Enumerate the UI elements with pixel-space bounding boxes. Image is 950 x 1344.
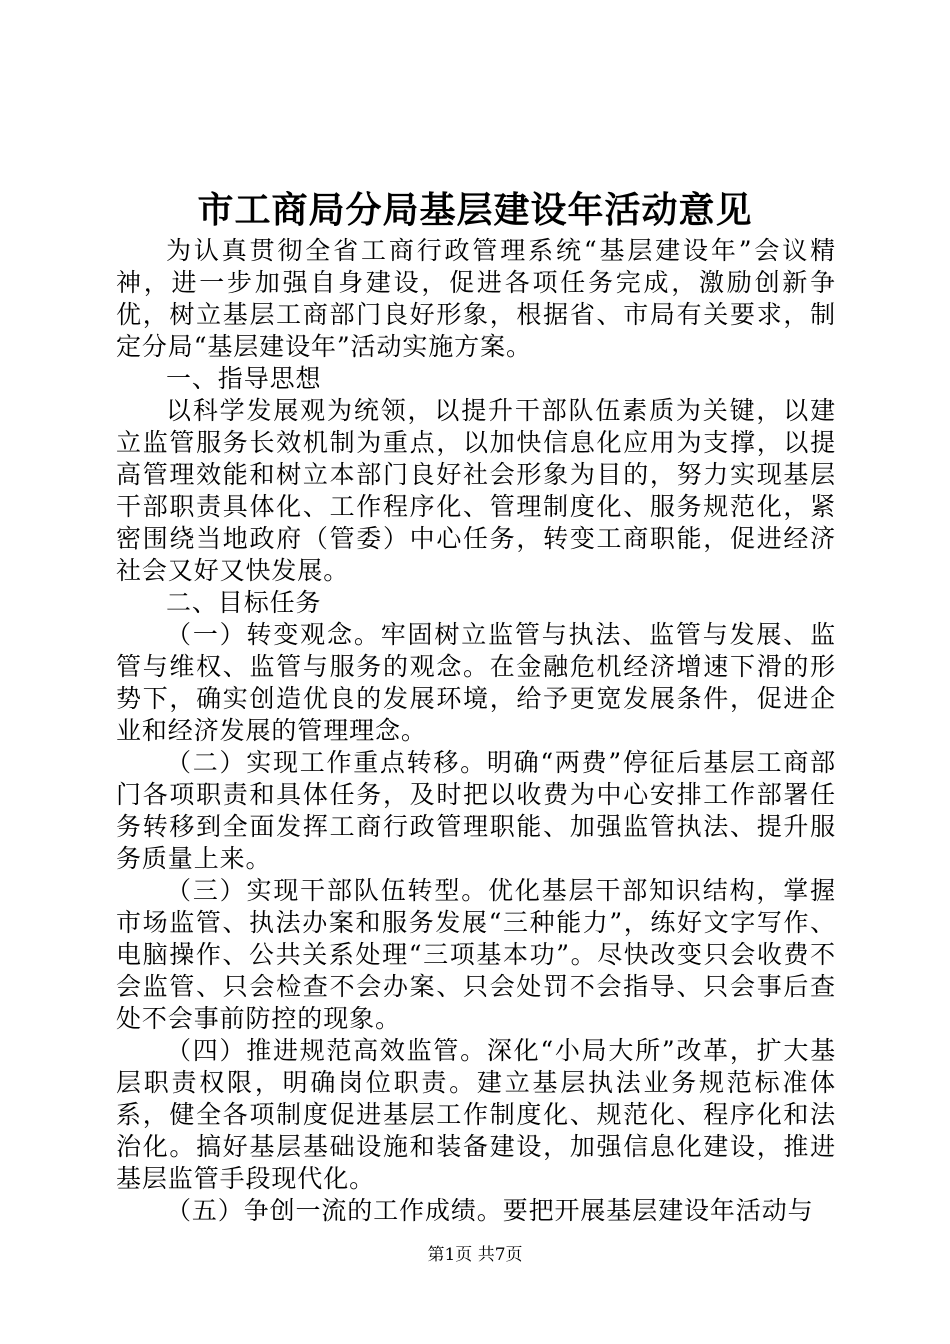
intro-paragraph: 为认真贯彻全省工商行政管理系统“基层建设年”会议精神，进一步加强自身建设，促进各项任务完成，激励创新争优，树立基层工商部门良好形象，根据省、市局有关要求，制定分局“基层建设年”活动实施方案。: [116, 236, 836, 361]
goal-item-2: （二）实现工作重点转移。明确“两费”停征后基层工商部门各项职责和具体任务，及时把以收费为中心安排工作部署任务转移到全面发挥工商行政管理职能、加强监管执法、提升服务质量上来。: [116, 748, 836, 873]
goal-item-5: （五）争创一流的工作成绩。要把开展基层建设年活动与: [166, 1196, 814, 1225]
goal-item-4: （四）推进规范高效监管。深化“小局大所”改革，扩大基层职责权限，明确岗位职责。建立基层执法业务规范标准体系，健全各项制度促进基层工作制度化、规范化、程序化和法治化。搞好基层基础设施和装备建设，加强信息化建设，推进基层监管手段现代化。: [116, 1036, 836, 1193]
goal-item-1: （一）转变观念。牢固树立监管与执法、监管与发展、监管与维权、监管与服务的观念。在金融危机经济增速下滑的形势下，确实创造优良的发展环境，给予更宽发展条件，促进企业和经济发展的管理理念。: [116, 620, 836, 745]
document-title: 市工商局分局基层建设年活动意见: [197, 189, 753, 231]
document-body: [116, 235, 836, 1227]
goal-item-3: （三）实现干部队伍转型。优化基层干部知识结构，掌握市场监管、执法办案和服务发展“三种能力”，练好文字写作、电脑操作、公共关系处理“三项基本功”。尽快改变只会收费不会监管、只会检查不会办案、只会处罚不会指导、只会事后查处不会事前防控的现象。: [116, 876, 836, 1033]
page-number-footer: 第1页 共7页: [427, 1245, 523, 1265]
section-heading-goals: 二、目标任务: [166, 588, 322, 617]
guiding-thought-paragraph: 以科学发展观为统领，以提升干部队伍素质为关键，以建立监管服务长效机制为重点，以加快信息化应用为支撑，以提高管理效能和树立本部门良好社会形象为目的，努力实现基层干部职责具体化、工作程序化、管理制度化、服务规范化，紧密围绕当地政府（管委）中心任务，转变工商职能，促进经济社会又好又快发展。: [116, 396, 836, 585]
section-heading-guiding-thought: 一、指导思想: [166, 364, 322, 393]
